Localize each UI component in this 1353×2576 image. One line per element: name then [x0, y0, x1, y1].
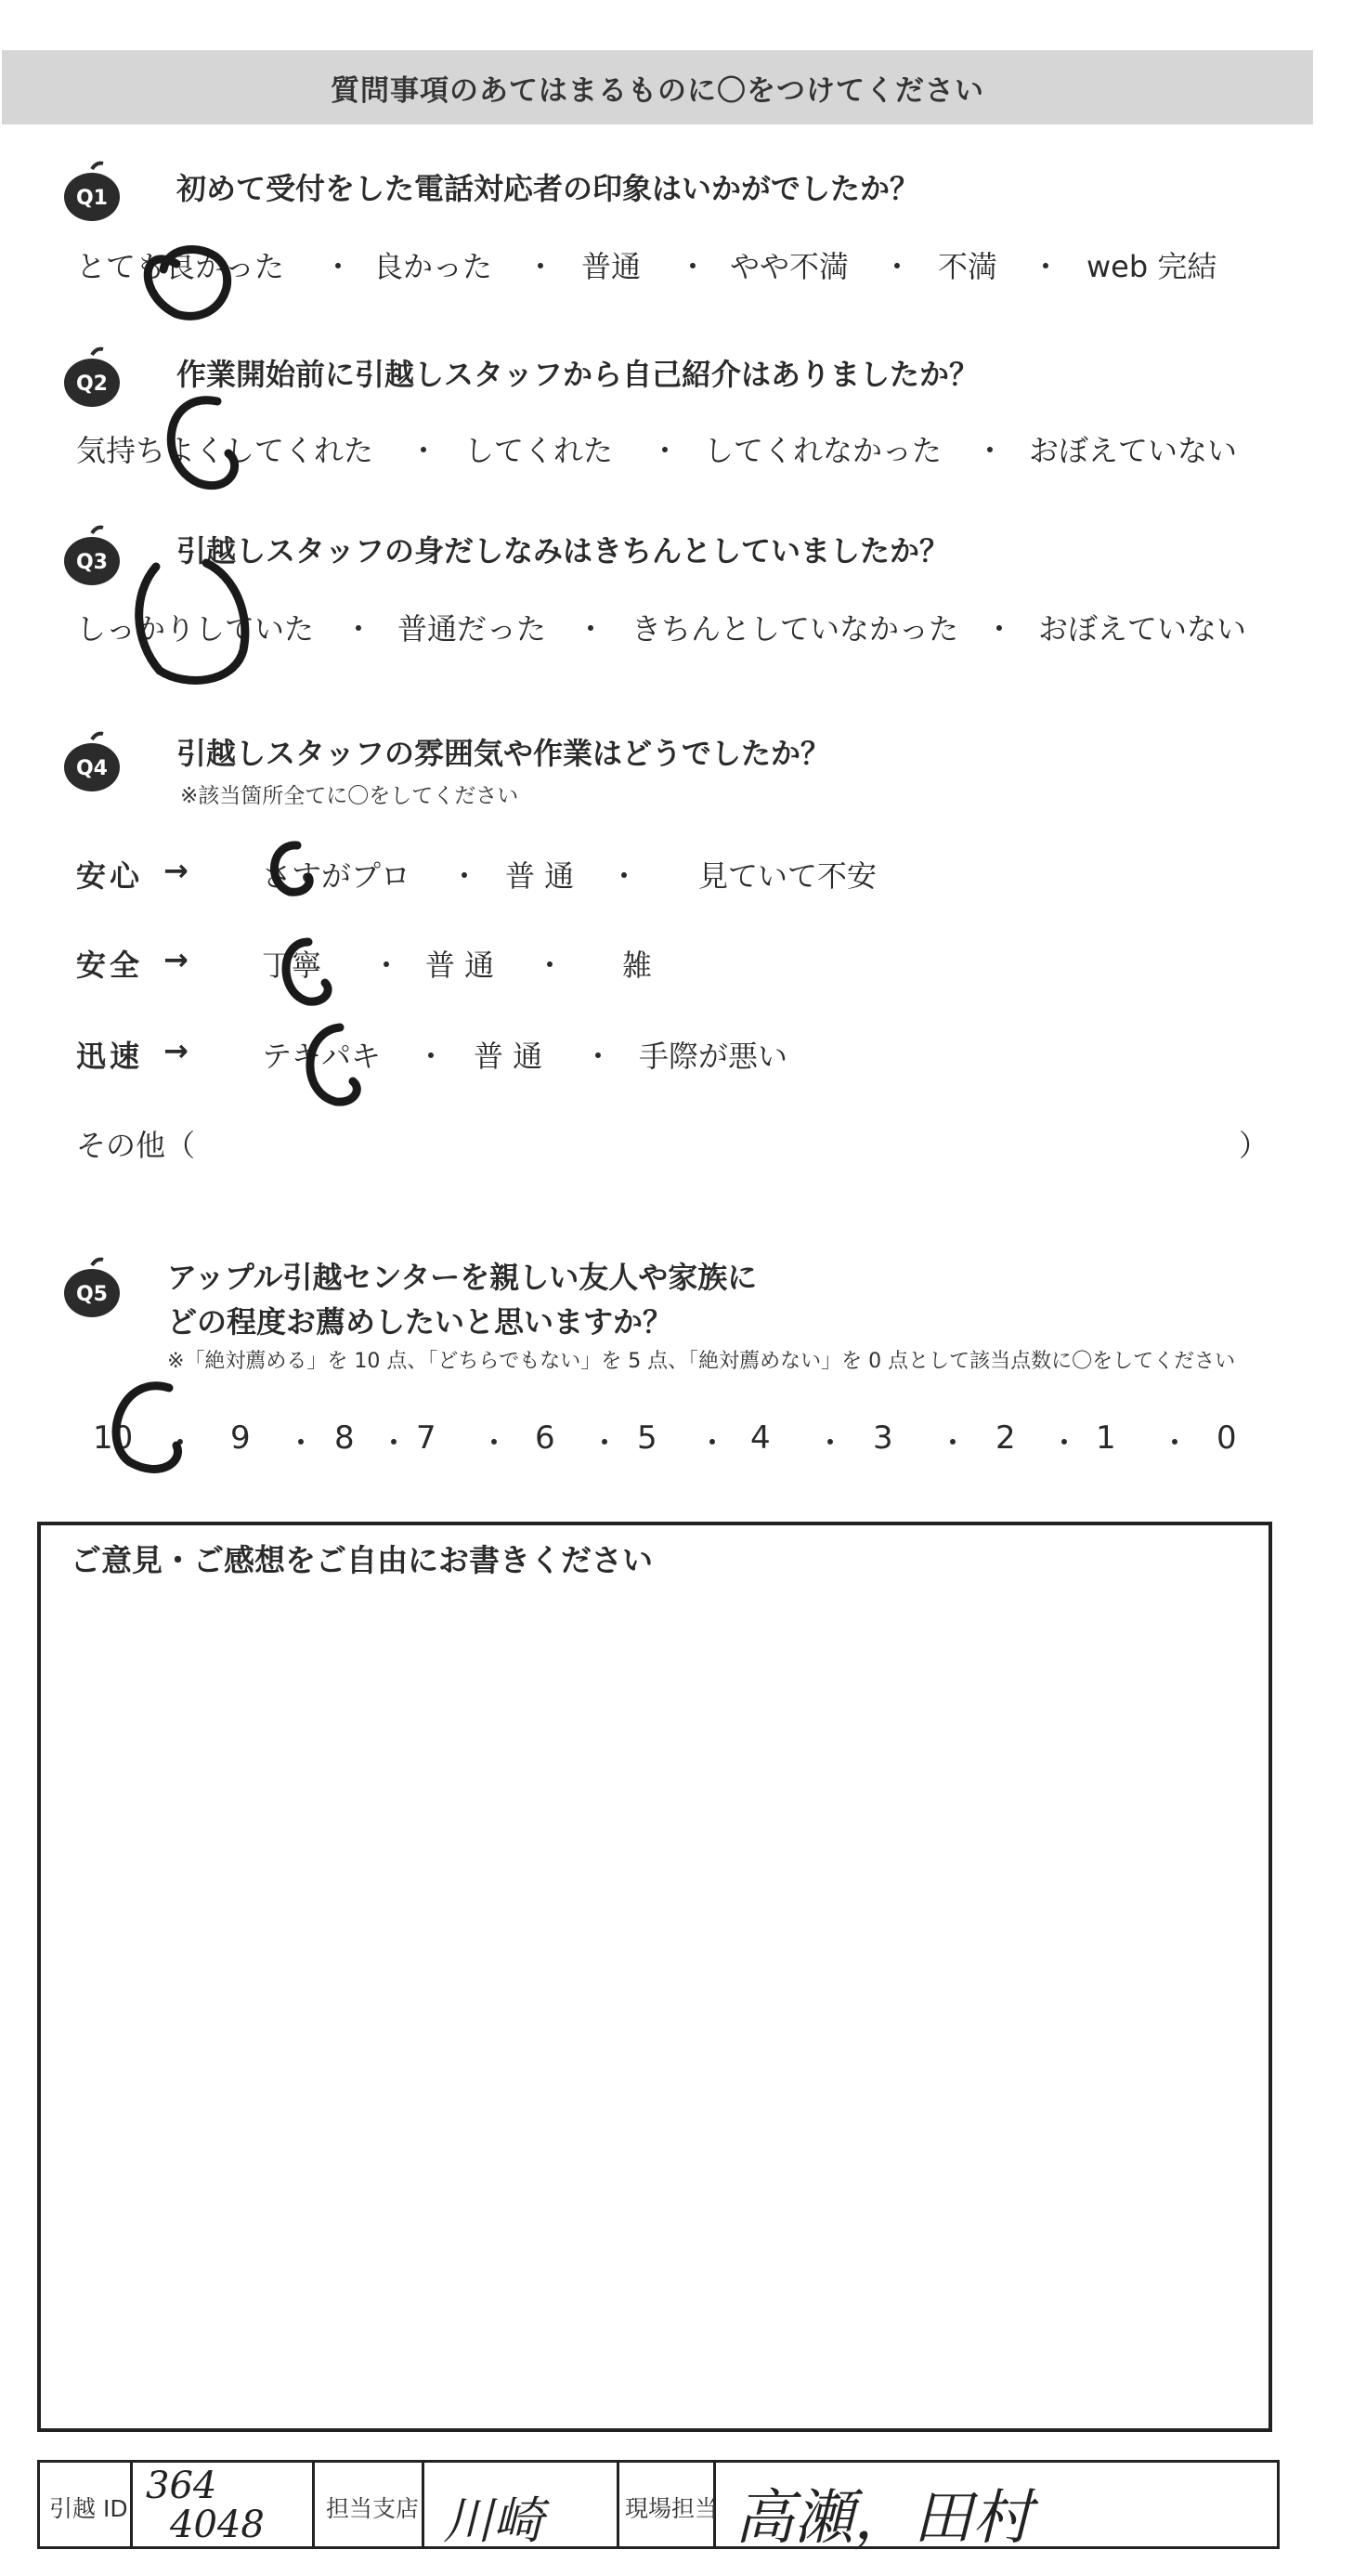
staff-label-cell	[619, 2463, 719, 2546]
comments-title: ご意見・ご感想をご自由にお書きください	[71, 1542, 653, 1578]
apple-badge-icon	[59, 160, 124, 225]
move-id-value-line2: 4048	[170, 2504, 265, 2546]
q4-row-jinsoku-label: 迅速	[76, 1039, 144, 1074]
instruction-title: 質問事項のあてはまるものに〇をつけてください	[331, 73, 984, 108]
q5-scale-separator: ・	[1160, 1425, 1190, 1460]
q5-scale-separator: ・	[379, 1425, 410, 1460]
q4-row-anzen-arrow: →	[163, 942, 192, 977]
q4-row-anshin-arrow: →	[163, 853, 192, 888]
q5-scale-separator: ・	[815, 1425, 846, 1460]
branch-label: 担当支店	[326, 2495, 420, 2522]
q5-scale-option-8[interactable]: 8	[334, 1419, 355, 1457]
q3-option-1[interactable]: しっかりしていた	[76, 611, 315, 647]
q2-badge-label: Q2	[75, 373, 109, 396]
q4-row-anshin-label: 安心	[76, 858, 144, 894]
q1-option-6[interactable]: web 完結	[1086, 249, 1217, 284]
q4-note: ※該当箇所全てに〇をしてください	[180, 784, 519, 808]
q2-option-4[interactable]: おぼえていない	[1029, 433, 1238, 468]
q3-option-3[interactable]: きちんとしていなかった	[631, 611, 959, 647]
q5-scale-option-1[interactable]: 1	[1096, 1419, 1116, 1457]
move-id-value-line1: 364	[146, 2465, 217, 2507]
apple-badge-icon	[59, 730, 124, 795]
q4-badge-label: Q4	[75, 757, 109, 780]
move-id-label-cell	[40, 2463, 133, 2546]
q4-anshin-option-2[interactable]: 普 通	[505, 858, 575, 894]
q5-badge	[59, 1256, 124, 1321]
q2-badge	[59, 346, 124, 411]
staff-label: 現場担当	[625, 2495, 719, 2522]
comments-box[interactable]	[37, 1522, 1272, 2432]
q4-jinsoku-option-1[interactable]: テキパキ	[262, 1039, 382, 1074]
q4-anzen-option-2[interactable]: 普 通	[425, 948, 495, 983]
q5-scale-separator: ・	[286, 1425, 317, 1460]
q3-badge	[59, 524, 124, 589]
q4-anshin-option-3[interactable]: 見ていて不安	[698, 858, 878, 894]
footer-info-table	[37, 2460, 1280, 2553]
apple-badge-icon	[59, 1256, 124, 1321]
q3-option-2[interactable]: 普通だった	[397, 611, 547, 647]
q4-question: 引越しスタッフの雰囲気や作業はどうでしたか？	[176, 736, 831, 771]
q5-scale-separator: ・	[697, 1425, 728, 1460]
apple-badge-icon	[59, 524, 124, 589]
q1-option-3[interactable]: 普通	[581, 249, 642, 284]
q5-scale-option-2[interactable]: 2	[995, 1419, 1016, 1457]
q5-scale-separator: ・	[938, 1425, 969, 1460]
branch-value-cell	[424, 2463, 619, 2550]
q4-row-jinsoku-arrow: →	[163, 1033, 192, 1068]
q3-question: 引越しスタッフの身だしなみはきちんとしていましたか？	[176, 533, 950, 569]
q4-anzen-option-1[interactable]: 丁寧	[262, 948, 322, 983]
q5-scale-option-4[interactable]: 4	[750, 1419, 771, 1457]
q2-option-1[interactable]: 気持ちよくしてくれた	[76, 433, 374, 468]
q4-badge	[59, 730, 124, 795]
q1-option-4[interactable]: やや不満	[730, 249, 850, 284]
staff-value: 高瀬，田村	[735, 2484, 1032, 2553]
q4-row-anzen-label: 安全	[76, 948, 144, 983]
q5-scale-separator: ・	[479, 1425, 510, 1460]
q1-badge-label: Q1	[75, 187, 109, 210]
q2-question: 作業開始前に引越しスタッフから自己紹介はありましたか？	[176, 357, 980, 392]
q4-other-close: ）	[1239, 1128, 1269, 1163]
q5-note: ※「絶対薦める」を 10 点、「どちらでもない」を 5 点、「絶対薦めない」を 0 点として該当点数に〇をしてください	[167, 1350, 1236, 1373]
q2-option-3[interactable]: してくれなかった	[704, 433, 943, 468]
instruction-header	[2, 50, 1313, 124]
q5-scale-option-3[interactable]: 3	[873, 1419, 893, 1457]
branch-label-cell	[315, 2463, 424, 2546]
q1-question: 初めて受付をした電話対応者の印象はいかがでしたか？	[176, 171, 920, 206]
move-id-label: 引越 ID	[49, 2495, 128, 2522]
q1-badge	[59, 160, 124, 225]
q4-jinsoku-option-3[interactable]: 手際が悪い	[639, 1039, 788, 1074]
q5-scale-separator: ・	[590, 1425, 620, 1460]
q4-anshin-option-1[interactable]: さすがプロ	[262, 858, 411, 894]
q5-question-line2: どの程度お薦めしたいと思いますか？	[167, 1304, 673, 1340]
q4-other-label: その他（	[76, 1128, 196, 1163]
q3-badge-label: Q3	[75, 551, 109, 574]
staff-value-cell	[716, 2463, 1277, 2553]
q2-option-2[interactable]: してくれた	[464, 433, 614, 468]
q5-scale-option-6[interactable]: 6	[535, 1419, 555, 1457]
branch-value: 川崎	[443, 2491, 543, 2550]
q5-scale-separator: ・	[1049, 1425, 1080, 1460]
q5-scale-option-10[interactable]: 10	[93, 1419, 134, 1457]
q1-option-1[interactable]: とても良かった	[76, 249, 285, 284]
q1-option-5[interactable]: 不満	[938, 249, 998, 284]
apple-badge-icon	[59, 346, 124, 411]
q4-anzen-option-3[interactable]: 雑	[622, 948, 653, 983]
q5-question-line1: アップル引越センターを親しい友人や家族に	[167, 1260, 758, 1295]
q1-option-2[interactable]: 良かった	[373, 249, 493, 284]
q5-badge-label: Q5	[75, 1283, 109, 1306]
move-id-value-cell	[133, 2463, 315, 2546]
q5-scale-option-9[interactable]: 9	[230, 1419, 251, 1457]
q5-scale-option-7[interactable]: 7	[416, 1419, 436, 1457]
q4-jinsoku-option-2[interactable]: 普 通	[474, 1039, 543, 1074]
q3-option-4[interactable]: おぼえていない	[1038, 611, 1247, 647]
q5-scale-separator: ・	[165, 1425, 196, 1460]
q5-scale-option-0[interactable]: 0	[1216, 1419, 1237, 1457]
q5-scale-option-5[interactable]: 5	[637, 1419, 657, 1457]
